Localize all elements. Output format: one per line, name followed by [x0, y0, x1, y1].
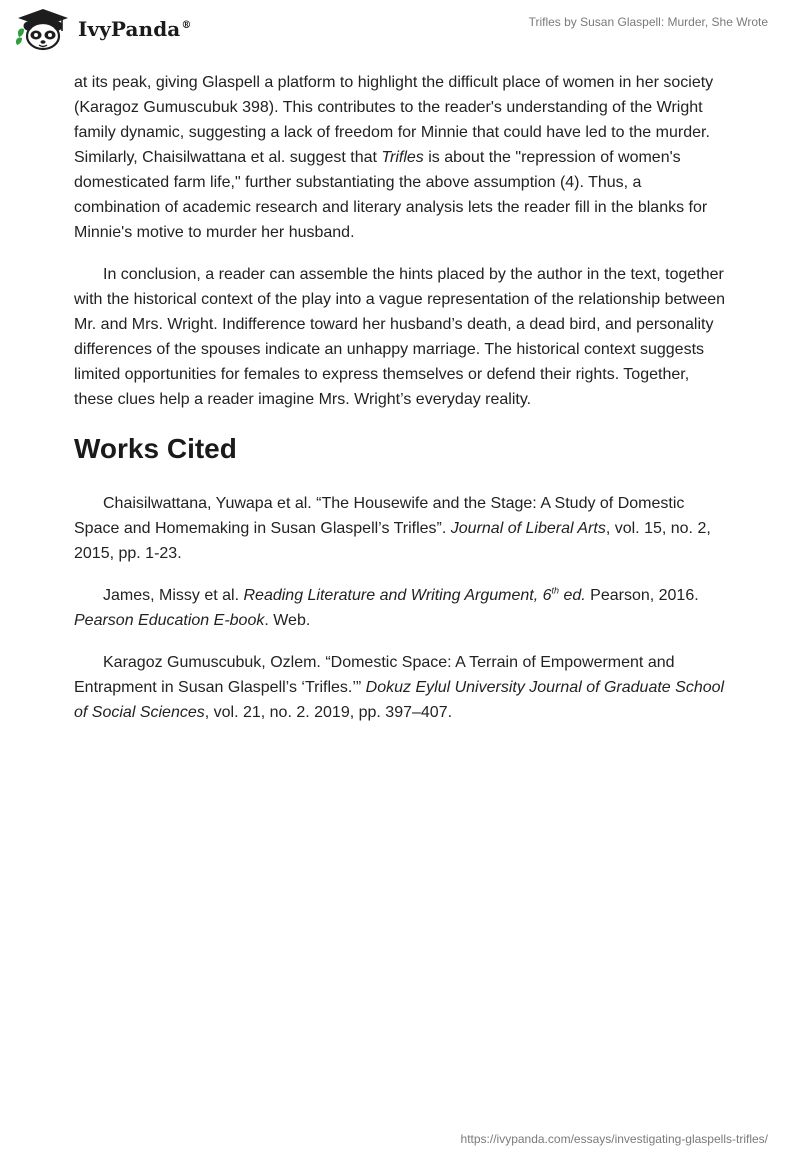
works-cited-heading: Works Cited: [74, 433, 237, 464]
body-paragraph-conclusion: In conclusion, a reader can assemble the hints placed by the author in the text, together with the historical context of the play into a vague representation of the relationship between Mr. and Mrs. Wright. Indifference toward her husband’s death, a dead bird, and personality differences of the spouses indicate an unhappy marriage. The historical context suggests limited opportunities for females to express themselves or defend their rights. Together, these clues help a reader imagine Mrs. Wright’s everyday reality.: [74, 266, 726, 408]
reference-entry: James, Missy et al. Reading Literature and Writing Argument, 6th ed. Pearson, 2016. Pearson Education E-book. Web.: [74, 585, 699, 629]
italic-title-trifles: Trifles: [381, 149, 424, 166]
page-header: [0, 0, 800, 66]
registered-mark: ®: [181, 20, 192, 32]
reference-entry: Chaisilwattana, Yuwapa et al. “The Housewife and the Stage: A Study of Domestic Space and Homemaking in Susan Glaspell’s Trifles”. Journal of Liberal Arts, vol. 15, no. 2, 2015, pp. 1-23.: [74, 495, 711, 562]
source-url-link[interactable]: https://ivypanda.com/essays/investigating-glaspells-trifles/: [460, 1132, 768, 1146]
document-title: Trifles by Susan Glaspell: Murder, She Wrote: [528, 15, 768, 29]
ivypanda-logo[interactable]: [14, 7, 191, 51]
body-paragraph-1: at its peak, giving Glaspell a platform to highlight the difficult place of women in her society (Karagoz Gumuscubuk 398). This contributes to the reader's understanding of the Wright family dynamic, suggesting a lack of freedom for Minnie that could have led to the murder. Similarly, Chaisilwattana et al. suggest that Trifles is about the "repression of women's domesticated farm life," further substantiating the above assumption (4). Thus, a combination of academic research and literary analysis lets the reader fill in the blanks for Minnie's motive to murder her husband.: [74, 74, 714, 241]
essay-content: [74, 70, 730, 742]
panda-graduate-logo-icon: [14, 7, 72, 51]
brand-name: IvyPanda®: [78, 17, 192, 41]
reference-entry: Karagoz Gumuscubuk, Ozlem. “Domestic Space: A Terrain of Empowerment and Entrapment in Susan Glaspell’s ‘Trifles.’” Dokuz Eylul University Journal of Graduate School of Social Sciences, vol. 21, no. 2. 2019, pp. 397–407.: [74, 654, 725, 721]
